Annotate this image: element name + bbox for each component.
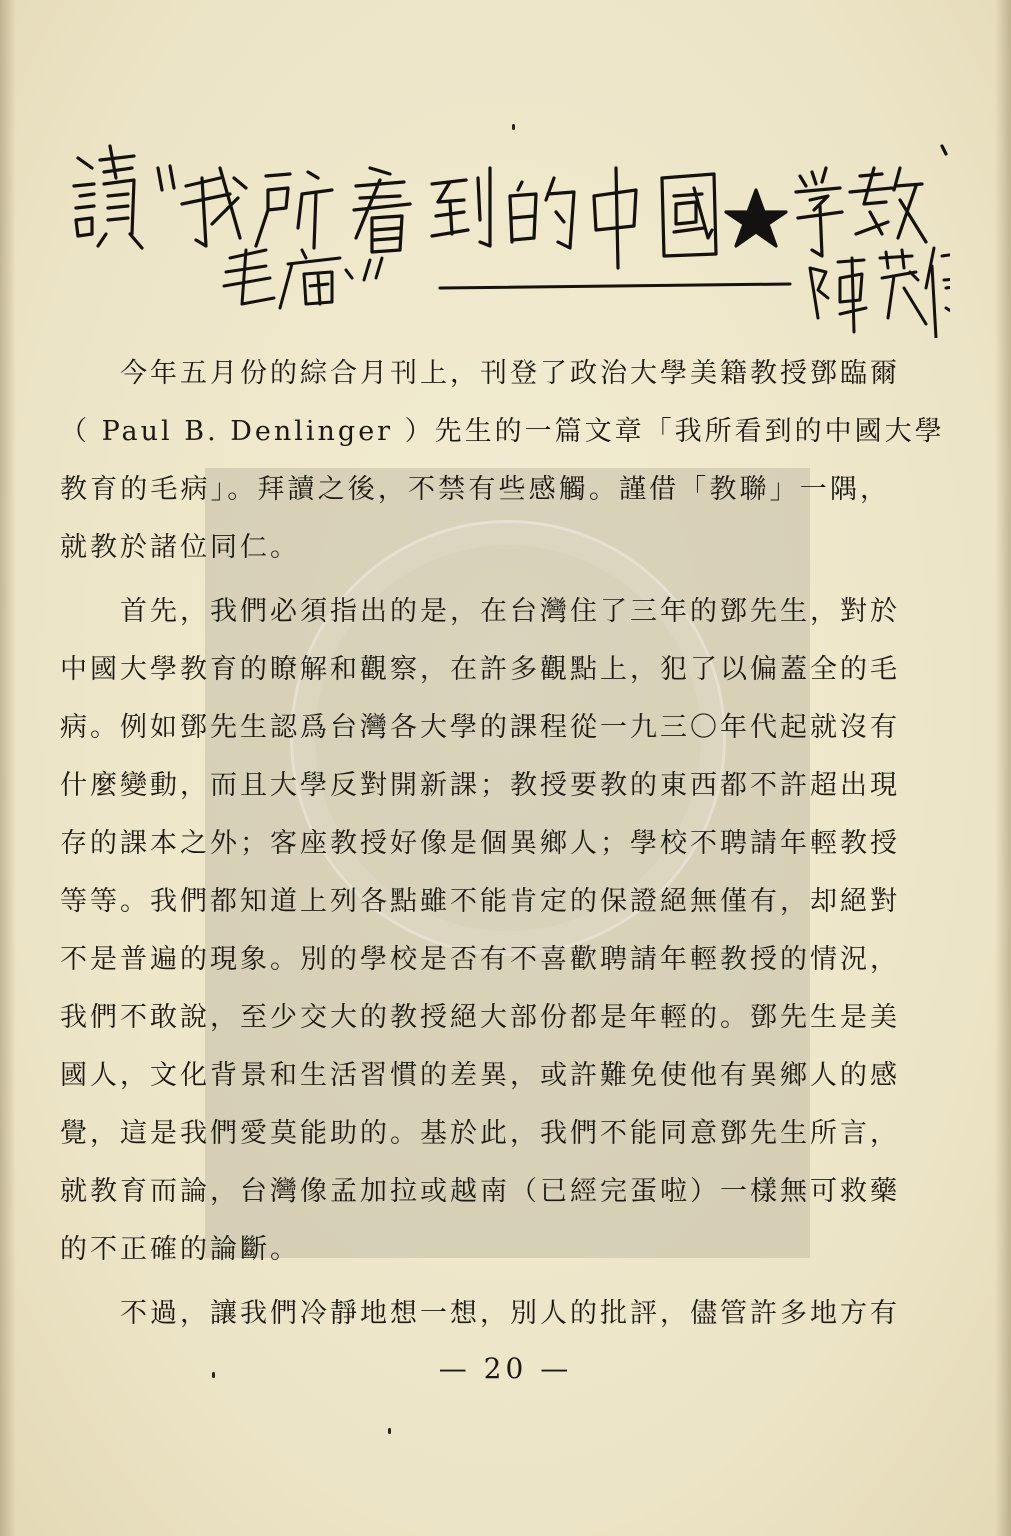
text-line: 教育的毛病」。拜讀之後，不禁有些感觸。謹借「教聯」一隅， [60,474,890,505]
article-body [60,345,945,1343]
left-edge-stain [0,0,16,1536]
text-line: 病。例如鄧先生認爲台灣各大學的課程從一九三〇年代起就沒有 [60,712,900,743]
text-line: 覺，這是我們愛莫能助的。基於此，我們不能同意鄧先生所言， [60,1118,900,1149]
text-line: 我們不敢說，至少交大的教授絕大部份都是年輕的。鄧先生是美 [60,1002,900,1033]
text-line: 就教育而論，台灣像孟加拉或越南（已經完蛋啦）一樣無可救藥 [60,1176,900,1207]
text-line: 等等。我們都知道上列各點雖不能肯定的保證絕無僅有，却絕對 [60,886,900,917]
text-line: 不是普遍的現象。別的學校是否有不喜歡聘請年輕教授的情況， [60,944,900,975]
text-line: （ Paul B. Denlinger ）先生的一篇文章「我所看到的中國大學 [60,416,945,447]
ink-speck [388,1428,391,1434]
ink-speck [512,124,515,130]
ink-speck [212,1372,215,1378]
paragraph-2 [60,583,900,1279]
paragraph-1 [60,345,945,577]
text-line: 國人，文化背景和生活習慣的差異，或許難免使他有異鄉人的感 [60,1060,900,1091]
handwritten-title [70,138,950,338]
handwritten-title-drawing [70,138,950,338]
text-line: 中國大學教育的瞭解和觀察，在許多觀點上，犯了以偏蓋全的毛 [60,654,900,685]
right-edge-stain [995,0,1011,1536]
text-line: 的不正確的論斷。 [60,1234,300,1265]
text-line: 存的課本之外；客座教授好像是個異鄉人；學校不聘請年輕教授 [60,828,900,859]
text-line: 今年五月份的綜合月刊上，刊登了政治大學美籍教授鄧臨爾 [120,358,900,389]
paragraph-3 [60,1285,900,1343]
page-number: — 20 — [438,1352,573,1385]
text-line: 首先，我們必須指出的是，在台灣住了三年的鄧先生，對於 [120,596,900,627]
text-line: 不過，讓我們冷靜地想一想，別人的批評，儘管許多地方有 [120,1298,900,1329]
text-line: 什麼變動，而且大學反對開新課；教授要教的東西都不許超出現 [60,770,900,801]
text-line: 就教於諸位同仁。 [60,532,300,563]
